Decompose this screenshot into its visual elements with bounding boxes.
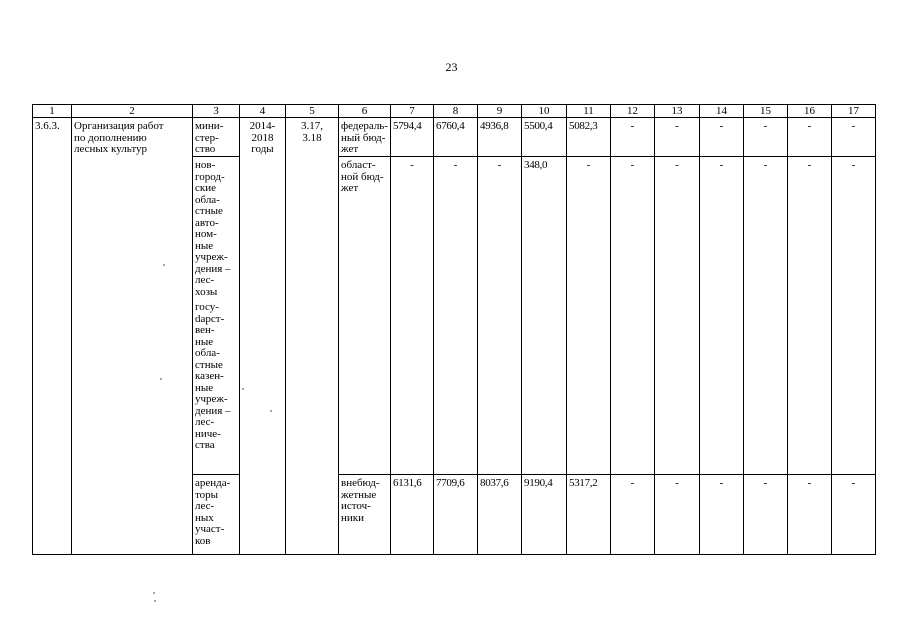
value-cell: - <box>655 475 700 555</box>
column-header: 13 <box>655 105 700 118</box>
value-cell: - <box>744 118 788 157</box>
item-code: 3.6.3. <box>33 118 72 555</box>
item-indicators: 3.17, 3.18 <box>286 118 339 555</box>
value-cell: 6131,6 <box>391 475 434 555</box>
column-number-row <box>33 105 876 118</box>
value-cell: - <box>832 118 876 157</box>
table-row <box>33 118 876 157</box>
column-header: 11 <box>567 105 611 118</box>
column-header: 3 <box>193 105 240 118</box>
value-cell: - <box>391 157 434 475</box>
value-cell: 6760,4 <box>434 118 478 157</box>
column-header: 10 <box>522 105 567 118</box>
value-cell: 5794,4 <box>391 118 434 157</box>
value-cell: - <box>434 157 478 475</box>
scan-speck <box>154 600 156 602</box>
column-header: 8 <box>434 105 478 118</box>
value-cell: 4936,8 <box>478 118 522 157</box>
value-cell: - <box>567 157 611 475</box>
value-cell: - <box>700 475 744 555</box>
source-name: федераль- ный бюд- жет <box>339 118 391 157</box>
column-header: 12 <box>611 105 655 118</box>
value-cell: 5317,2 <box>567 475 611 555</box>
executor-tenants: аренда- торы лес- ных участ- ков <box>193 475 240 555</box>
source-name: област- ной бюд- жет <box>339 157 391 475</box>
item-title: Организация работ по дополнению лесных культур <box>72 118 193 555</box>
value-cell: - <box>655 157 700 475</box>
column-header: 4 <box>240 105 286 118</box>
column-header: 1 <box>33 105 72 118</box>
value-cell: - <box>478 157 522 475</box>
scan-speck <box>242 388 244 390</box>
page-number: 23 <box>445 60 458 74</box>
column-header: 17 <box>832 105 876 118</box>
value-cell: - <box>700 118 744 157</box>
value-cell: - <box>611 118 655 157</box>
executor-ministry: мини- стер- ство <box>193 118 240 157</box>
executor-lesnichestva: госу- dарст- вен- ные обла- стные казен- ные учреж- дения – лес- ниче- ства <box>195 301 231 451</box>
column-header: 5 <box>286 105 339 118</box>
value-cell: - <box>700 157 744 475</box>
column-header: 15 <box>744 105 788 118</box>
budget-table <box>32 104 876 555</box>
column-header: 16 <box>788 105 832 118</box>
value-cell: 7709,6 <box>434 475 478 555</box>
column-header: 14 <box>700 105 744 118</box>
value-cell: - <box>744 157 788 475</box>
value-cell: - <box>832 475 876 555</box>
scan-speck <box>163 264 165 266</box>
value-cell: 5500,4 <box>522 118 567 157</box>
value-cell: - <box>788 475 832 555</box>
column-header: 9 <box>478 105 522 118</box>
value-cell: 348,0 <box>522 157 567 475</box>
value-cell: - <box>832 157 876 475</box>
value-cell: 8037,6 <box>478 475 522 555</box>
scan-speck <box>270 410 272 412</box>
value-cell: - <box>655 118 700 157</box>
executor-leskhozy: нов- город- ские обла- стные авто- ном- ные учреж- дения – лес- хозы <box>195 159 231 298</box>
item-period: 2014- 2018 годы <box>240 118 286 555</box>
value-cell: - <box>611 157 655 475</box>
column-header: 7 <box>391 105 434 118</box>
scan-speck <box>160 378 162 380</box>
value-cell: 9190,4 <box>522 475 567 555</box>
source-name: внебюд- жетные источ- ники <box>339 475 391 555</box>
value-cell: 5082,3 <box>567 118 611 157</box>
column-header: 2 <box>72 105 193 118</box>
value-cell: - <box>788 118 832 157</box>
scan-speck <box>153 592 155 594</box>
value-cell: - <box>744 475 788 555</box>
executor-institutions <box>193 157 240 475</box>
value-cell: - <box>611 475 655 555</box>
column-header: 6 <box>339 105 391 118</box>
value-cell: - <box>788 157 832 475</box>
